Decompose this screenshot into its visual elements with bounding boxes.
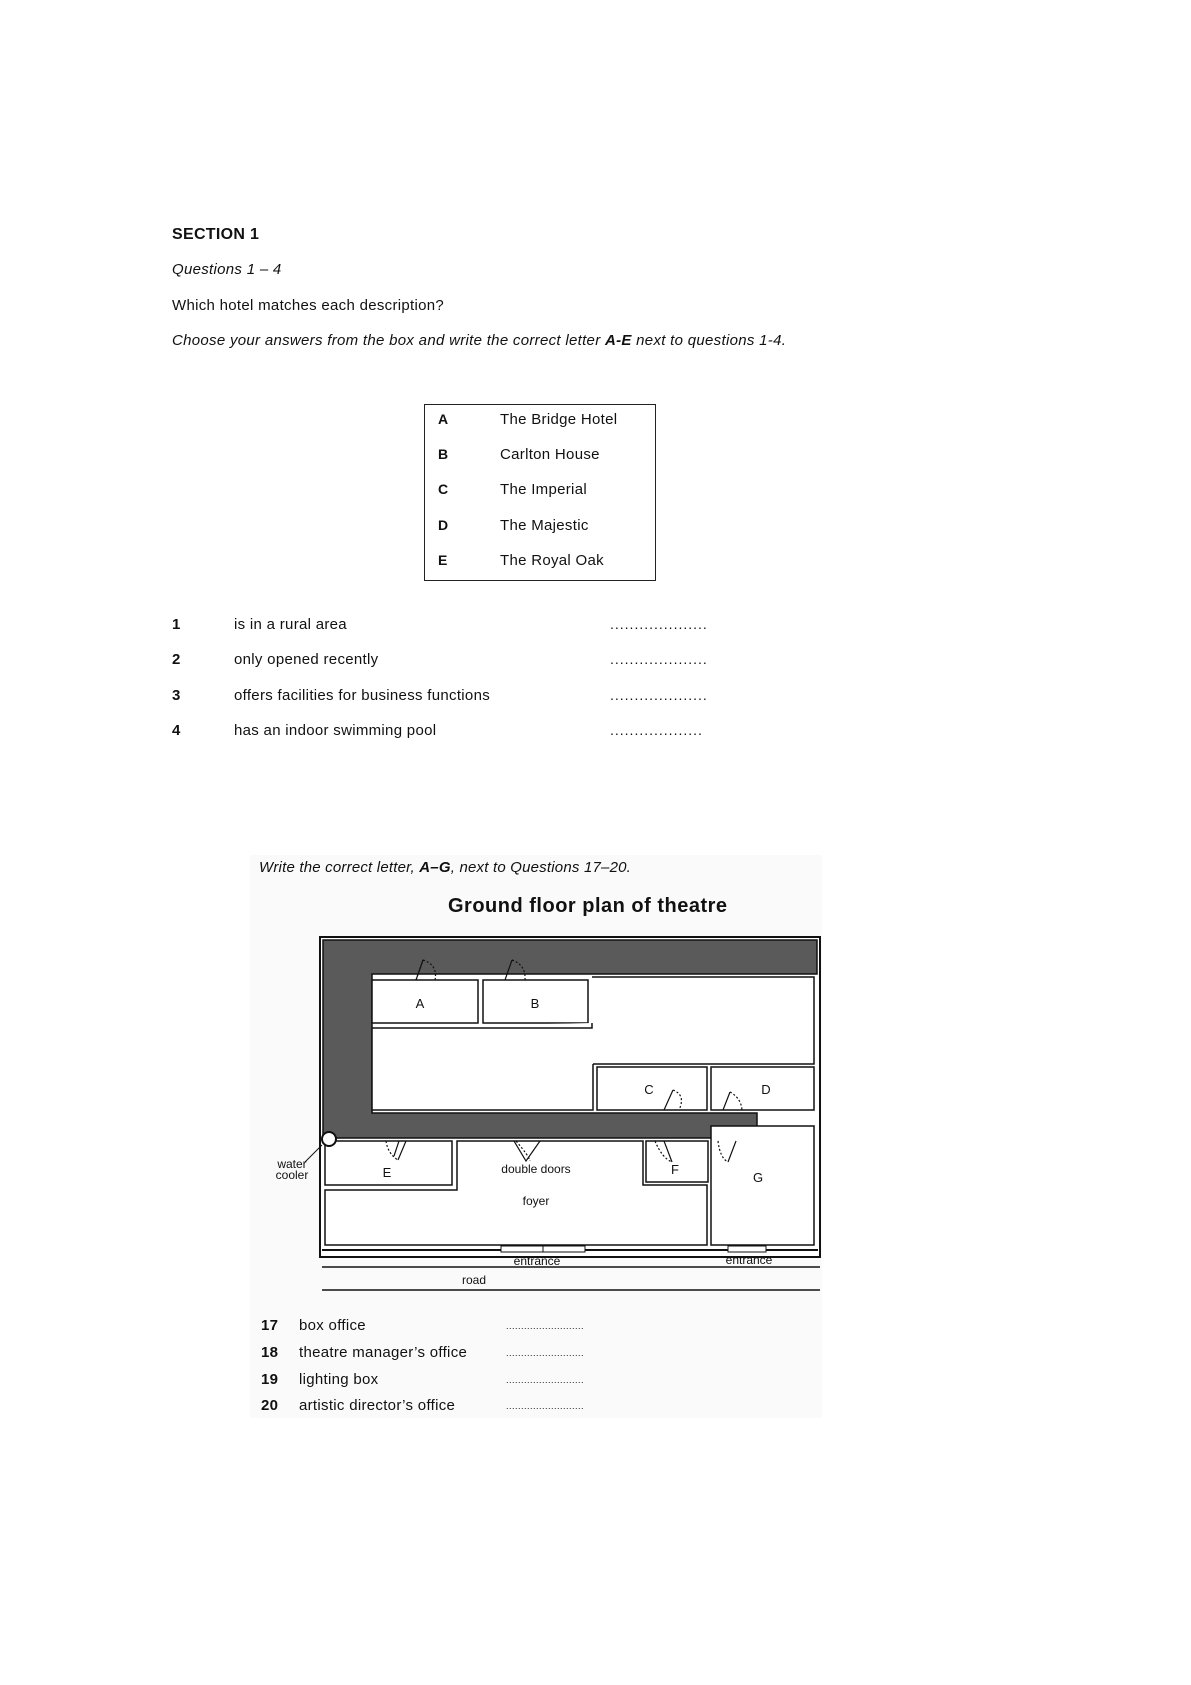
section-title: SECTION 1 — [172, 226, 260, 243]
road-label: road — [461, 1273, 487, 1287]
plan-question — [261, 1317, 591, 1339]
answer-blank[interactable]: .................... — [610, 687, 708, 703]
hotel-name: The Majestic — [500, 517, 589, 534]
room-label-b: B — [530, 996, 540, 1011]
entrance-door-1 — [501, 1246, 543, 1252]
large-room — [592, 977, 814, 1064]
room-label-a: A — [415, 996, 425, 1011]
entrance-label-1: entrance — [513, 1254, 561, 1268]
question-item — [172, 722, 732, 744]
answer-blank[interactable]: .................... — [610, 651, 708, 667]
plan-answer-blank[interactable]: .......................... — [506, 1375, 585, 1385]
hotel-letter: C — [438, 481, 449, 497]
plan-question — [261, 1371, 591, 1393]
hotel-letter: D — [438, 517, 449, 533]
room-label-d: D — [761, 1082, 771, 1097]
room-label-g: G — [752, 1170, 764, 1185]
question-number: 1 — [172, 616, 181, 633]
plan-question-number: 19 — [261, 1371, 279, 1388]
hotel-name: The Imperial — [500, 481, 587, 498]
plan-question-number: 17 — [261, 1317, 279, 1334]
hotel-name: The Bridge Hotel — [500, 411, 618, 428]
plan-question-text: lighting box — [299, 1371, 379, 1388]
answer-blank[interactable]: ................... — [610, 722, 703, 738]
hotel-option — [425, 517, 655, 541]
question-text: is in a rural area — [234, 616, 347, 633]
question-item — [172, 687, 732, 709]
question-item — [172, 651, 732, 673]
plan-instruction-text-2: , next to Questions 17–20. — [450, 859, 632, 876]
plan-question — [261, 1344, 591, 1366]
water-cooler-label-2: cooler — [275, 1168, 309, 1182]
instruction-text-2: next to questions 1-4. — [631, 332, 787, 349]
question-number: 2 — [172, 651, 181, 668]
hotel-options-box — [424, 404, 656, 581]
plan-instruction — [259, 859, 631, 876]
hotel-option — [425, 552, 655, 576]
plan-question — [261, 1397, 591, 1419]
plan-question-text: theatre manager’s office — [299, 1344, 468, 1361]
instruction-bold: A-E — [604, 332, 632, 349]
question-number: 3 — [172, 687, 181, 704]
question-number: 4 — [172, 722, 181, 739]
plan-title: Ground floor plan of theatre — [448, 895, 728, 917]
hotel-name: The Royal Oak — [500, 552, 604, 569]
water-cooler-label-1: water — [277, 1157, 307, 1171]
instruction — [172, 332, 822, 350]
plan-question-number: 20 — [261, 1397, 279, 1414]
hotel-option — [425, 481, 655, 505]
entrance-door-2 — [543, 1246, 585, 1252]
double-doors-label: double doors — [501, 1162, 571, 1176]
hotel-option — [425, 446, 655, 470]
hotel-name: Carlton House — [500, 446, 600, 463]
question-text: has an indoor swimming pool — [234, 722, 437, 739]
room-g — [711, 1126, 814, 1245]
question-prompt: Which hotel matches each description? — [172, 297, 445, 314]
plan-question-text: box office — [299, 1317, 366, 1334]
room-label-c: C — [644, 1082, 654, 1097]
room-a — [372, 980, 478, 1023]
question-item — [172, 616, 732, 638]
foyer-label: foyer — [522, 1194, 550, 1208]
plan-answer-blank[interactable]: .......................... — [506, 1348, 585, 1358]
entrance-label-2: entrance — [725, 1253, 773, 1267]
plan-question-text: artistic director’s office — [299, 1397, 456, 1414]
entrance-door-3 — [728, 1246, 766, 1252]
plan-instruction-bold: A–G — [419, 859, 451, 876]
plan-instruction-text-1: Write the correct letter, — [259, 859, 420, 876]
hotel-letter: E — [438, 552, 448, 568]
question-range: Questions 1 – 4 — [172, 261, 282, 278]
hotel-letter: B — [438, 446, 449, 462]
question-text: offers facilities for business functions — [234, 687, 491, 704]
instruction-text-1: Choose your answers from the box and write the correct letter — [172, 332, 605, 349]
hotel-option — [425, 411, 655, 435]
hotel-letter: A — [438, 411, 449, 427]
room-label-e: E — [382, 1165, 392, 1180]
water-cooler-icon — [322, 1132, 336, 1146]
room-label-f: F — [671, 1162, 679, 1177]
answer-blank[interactable]: .................... — [610, 616, 708, 632]
floor-plan — [250, 930, 822, 1300]
plan-answer-blank[interactable]: .......................... — [506, 1321, 585, 1331]
plan-answer-blank[interactable]: .......................... — [506, 1401, 585, 1411]
plan-question-number: 18 — [261, 1344, 279, 1361]
question-text: only opened recently — [234, 651, 379, 668]
